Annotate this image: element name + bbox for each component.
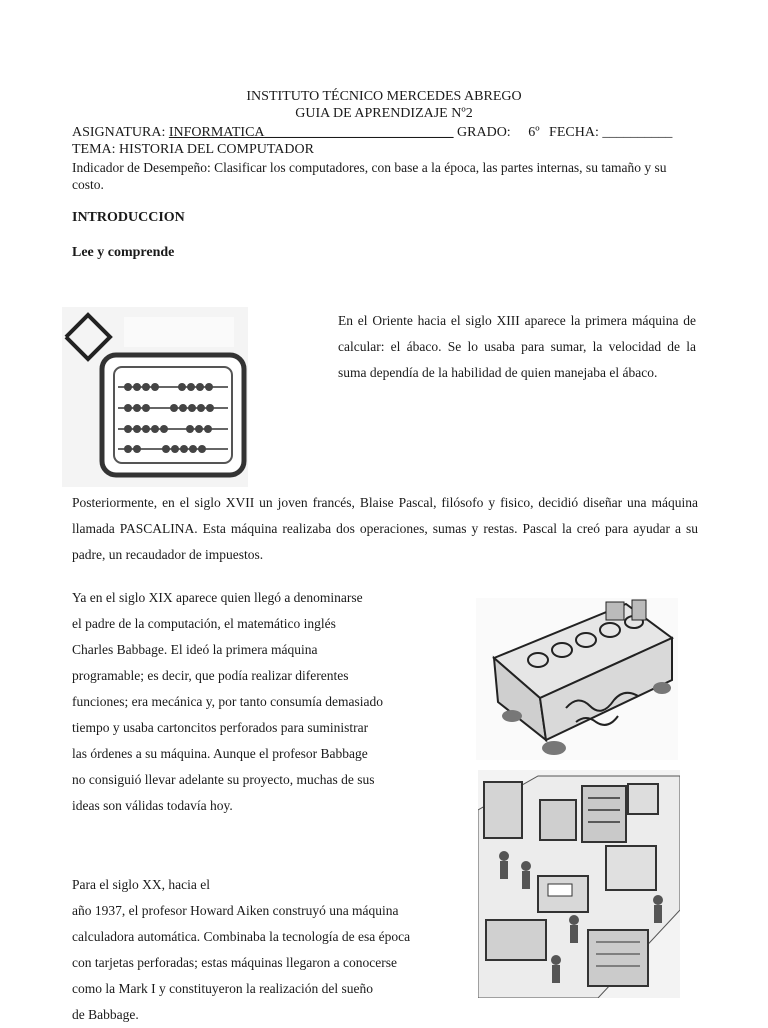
grade-label: GRADO: [457,125,511,140]
babbage-line: no consiguió llevar adelante su proyecto, muchas de sus [72,772,375,787]
paragraph-pascal: Posteriormente, en el siglo XVII un joven francés, Blaise Pascal, filósofo y fisico, decidió diseñar una máquina llamada PASCALINA. Esta máquina realizaba dos operaciones, sumas y restas. Pascal la creó para ayudar a su padre, un recaudador de impuestos. [72,495,698,562]
section-read: Lee y comprende [72,245,175,260]
aiken-line: calculadora automática. Combinaba la tecnología de esa época [72,929,411,944]
date-label: FECHA: [549,125,599,140]
institute-title: INSTITUTO TÉCNICO MERCEDES ABREGO [246,89,522,104]
babbage-line: funciones; era mecánica y, por tanto consumía demasiado [72,694,384,709]
aiken-line: año 1937, el profesor Howard Aiken construyó una máquina [72,903,399,918]
paragraph-abacus: En el Oriente hacia el siglo XIII aparece la primera máquina de calcular: el ábaco. Se lo usaba para sumar, la velocidad de la suma dependía de la habilidad de quien manejaba el ábaco. [338,313,696,380]
difference-engine-illustration [476,598,678,760]
subject-value: INFORMATICA___________________________ [168,125,454,140]
subject-row [72,125,672,141]
babbage-line: Charles Babbage. El ideó la primera máquina [72,642,318,657]
babbage-line: el padre de la computación, el matemático inglés [72,616,336,631]
babbage-line: programable; es decir, que podía realizar diferentes [72,668,349,683]
babbage-line: ideas son válidas todavía hoy. [72,798,233,813]
grade-value: 6º [528,125,540,140]
babbage-line: Ya en el siglo XIX aparece quien llegó a denominarse [72,590,363,605]
abacus-illustration [62,307,248,487]
date-value: __________ [602,125,673,140]
aiken-line: Para el siglo XX, hacia el [72,877,210,892]
indicator: Indicador de Desempeño: Clasificar los computadores, con base a la época, las partes internas, su tamaño y su costo. [72,160,667,192]
babbage-line: las órdenes a su máquina. Aunque el profesor Babbage [72,746,368,761]
aiken-line: como la Mark I y constituyeron la realización del sueño [72,981,374,996]
computer-room-illustration [478,770,680,998]
subject-label: ASIGNATURA: [72,125,166,140]
paragraph-babbage [72,585,462,819]
topic: TEMA: HISTORIA DEL COMPUTADOR [72,142,314,157]
aiken-line: con tarjetas perforadas; estas máquinas llegaron a conocerse [72,955,397,970]
babbage-line: tiempo y usaba cartoncitos perforados para suministrar [72,720,369,735]
aiken-line: de Babbage. [72,1007,139,1022]
section-introduction: INTRODUCCION [72,210,185,225]
paragraph-aiken [72,872,462,1028]
guide-title: GUIA DE APRENDIZAJE Nº2 [295,106,473,121]
